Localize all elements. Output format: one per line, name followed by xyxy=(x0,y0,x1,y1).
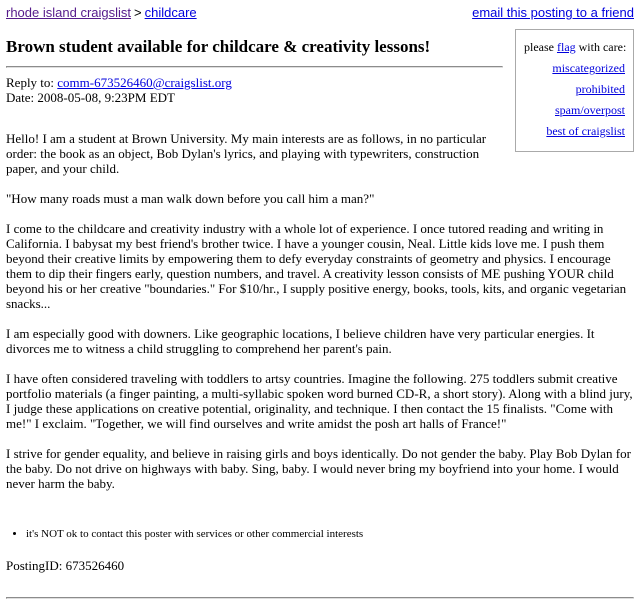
flag-option-row xyxy=(524,121,625,142)
flag-option-miscategorized[interactable]: miscategorized xyxy=(552,61,625,75)
reply-to-label: Reply to: xyxy=(6,75,55,90)
breadcrumb xyxy=(6,5,197,20)
body-paragraph: I come to the childcare and creativity industry with a whole lot of experience. I once tutored reading and writing in California. I babysat my best friend's brother twice. I have a younger cousin, Neal. Little kids love me. I push them beyond their creative limits by empowering them to defy everyday constraints of geometry and physics. I encourage them to dip their fingers early, question numbers, and travel. A creativity lesson consists of ME pushing YOUR child beyond his or her creative "boundaries." For $10/hr., I supply positive energy, books, tools, kits, and organic vegetarian snacks... xyxy=(6,221,627,311)
date-label: Date: xyxy=(6,90,35,105)
posting-id-row xyxy=(6,558,634,573)
breadcrumb-site-link[interactable]: rhode island craigslist xyxy=(6,5,132,20)
body-paragraph: "How many roads must a man walk down before you call him a man?" xyxy=(6,191,375,206)
flag-box xyxy=(515,29,634,152)
body-paragraph: Hello! I am a student at Brown University. My main interests are as follows, in no particular order: the book as an object, Bob Dylan's lyrics, and playing with typewriters, construction paper, and your child. xyxy=(6,131,487,176)
breadcrumb-category-link[interactable]: childcare xyxy=(144,5,197,20)
footer-divider xyxy=(6,597,634,599)
flag-header-suffix: with care: xyxy=(578,40,627,54)
flag-option-prohibited[interactable]: prohibited xyxy=(575,82,625,96)
flag-box-header xyxy=(524,37,625,58)
flag-option-row xyxy=(524,79,625,100)
posting-id-label: PostingID: xyxy=(6,558,63,573)
flag-option-spam-overpost[interactable]: spam/overpost xyxy=(555,103,625,117)
body-paragraph: I strive for gender equality, and believe in raising girls and boys identically. Do not gender the baby. Play Bob Dylan for the baby. Do not drive on highways with baby. Sing, baby. I would never bring my boyfriend into your home. I would never harm the baby. xyxy=(6,446,631,491)
post-title: Brown student available for childcare & creativity lessons! xyxy=(6,37,431,56)
flag-option-row xyxy=(524,58,625,79)
post-body xyxy=(6,131,634,491)
flag-link[interactable]: flag xyxy=(556,40,576,54)
flag-option-best-of-craigslist[interactable]: best of craigslist xyxy=(546,124,625,138)
page-header xyxy=(6,5,634,20)
body-paragraph: I am especially good with downers. Like geographic locations, I believe children have very particular energies. It divorces me to witness a child struggling to comprehend her parent's pain. xyxy=(6,326,595,356)
title-divider xyxy=(6,66,503,68)
contact-policy-note: • it's NOT ok to contact this poster with services or other commercial interests xyxy=(26,528,634,541)
flag-option-row xyxy=(524,100,625,121)
email-posting-link[interactable]: email this posting to a friend xyxy=(472,5,634,20)
contact-policy-list xyxy=(6,528,634,541)
body-paragraph: I have often considered traveling with toddlers to artsy countries. Imagine the following. 275 toddlers submit creative portfolio materials (a finger painting, a multi-syllabic spoken word burned CD-R, a short story). Along with a blind jury, I judge these applications on creative potential, originality, and technique. I then contact the 15 finalists. "Come with me!" I exclaim. "Together, we will find ourselves and write amidst the posh art halls of France!" xyxy=(6,371,633,431)
date-value: 2008-05-08, 9:23PM EDT xyxy=(37,90,175,105)
flag-header-prefix: please xyxy=(524,40,554,54)
breadcrumb-separator: > xyxy=(134,5,142,20)
reply-to-email-link[interactable]: comm-673526460@craigslist.org xyxy=(57,75,232,90)
posting-id-value: 673526460 xyxy=(65,558,125,573)
